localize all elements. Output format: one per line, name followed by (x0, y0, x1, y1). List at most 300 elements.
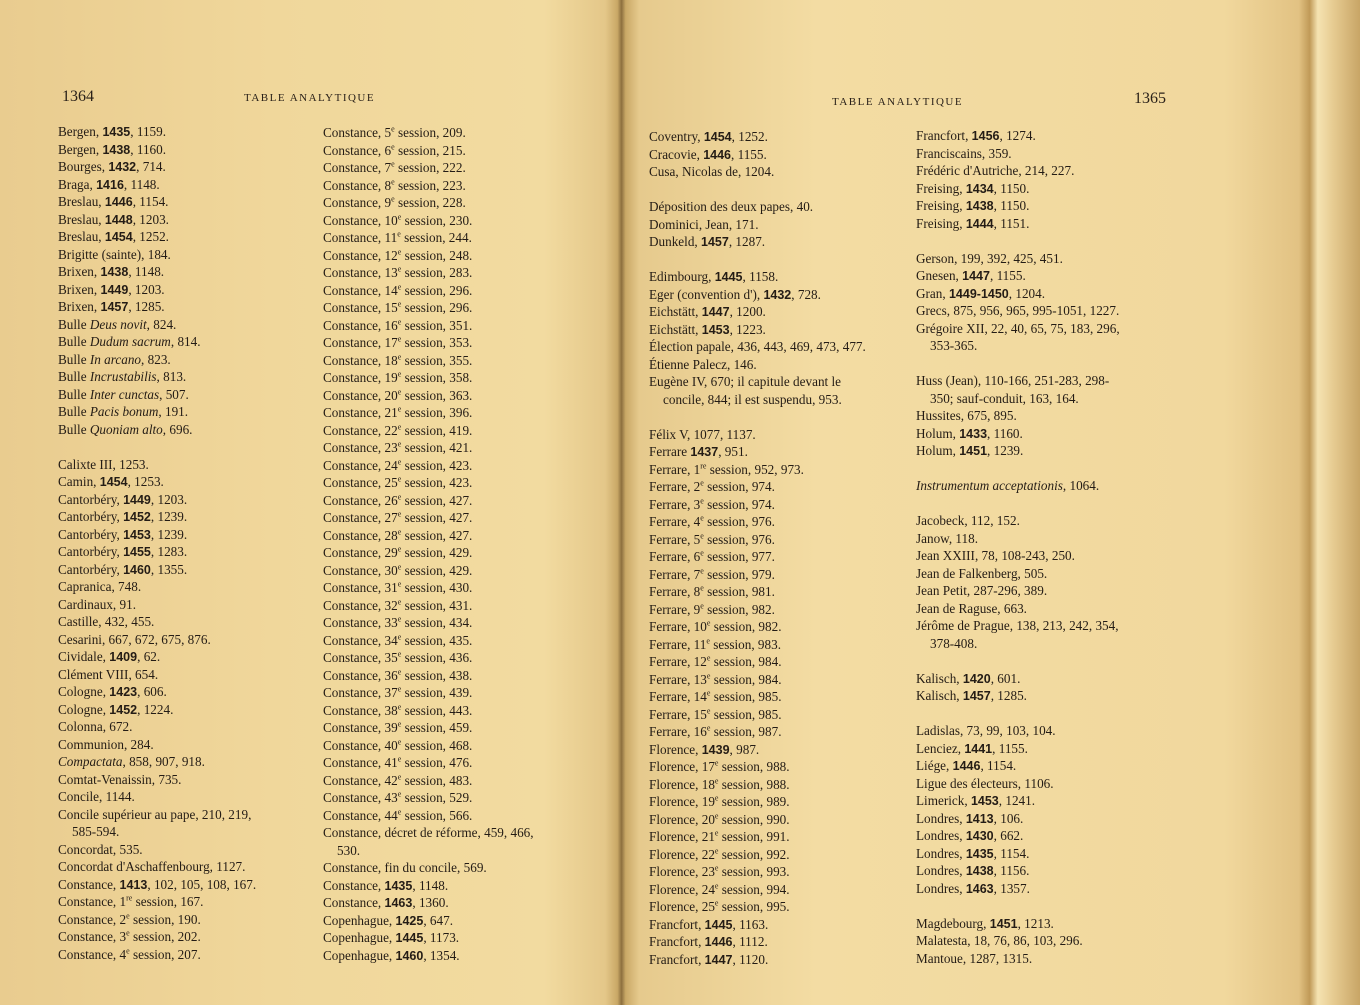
index-entry (649, 373, 905, 408)
index-entry: Gerson, 199, 392, 425, 451. (916, 250, 1063, 266)
index-entry: Constance, 18e session, 355. (323, 352, 473, 368)
year: 1413 (965, 811, 994, 826)
ordinal-suffix: e (126, 946, 130, 956)
year: 1441 (964, 741, 993, 756)
ordinal-suffix: e (397, 422, 402, 432)
index-entry: Bourges, 1432, 714. (58, 159, 166, 174)
index-entry (58, 806, 308, 841)
index-entry: Bergen, 1435, 1159. (58, 124, 167, 139)
italic-title: Instrumentum acceptationis (916, 478, 1063, 493)
ordinal-suffix: e (714, 793, 719, 803)
ordinal-suffix: e (700, 531, 704, 541)
index-entry: Mantoue, 1287, 1315. (916, 950, 1033, 966)
index-entry: Franciscains, 359. (916, 145, 1012, 161)
running-head: TABLE ANALYTIQUE (244, 92, 376, 104)
index-entry: Cesarini, 667, 672, 675, 876. (58, 631, 211, 647)
index-entry: Bulle Deus novit, 824. (58, 316, 177, 332)
year: 1457 (962, 689, 991, 703)
index-entry: Jean XXIII, 78, 108-243, 250. (916, 548, 1075, 563)
index-entry: Hussites, 675, 895. (916, 408, 1017, 423)
ordinal-suffix: e (391, 124, 395, 134)
ordinal-suffix: e (397, 684, 402, 694)
ordinal-suffix: e (126, 911, 130, 921)
index-entry: Ferrare, 12e session, 984. (649, 653, 782, 669)
index-entry: Jacobeck, 112, 152. (916, 513, 1020, 528)
index-entry: Constance, 28e session, 427. (323, 527, 473, 543)
ordinal-suffix: e (706, 723, 711, 733)
ordinal-suffix: e (397, 439, 402, 449)
index-entry: Copenhague, 1445, 1173. (323, 930, 460, 945)
index-entry: Ligue des électeurs, 1106. (916, 775, 1054, 791)
index-entry: Brigitte (sainte), 184. (58, 246, 171, 262)
index-entry: Breslau, 1446, 1154. (58, 194, 169, 209)
index-entry: Ferrare, 7e session, 979. (649, 566, 775, 582)
year: 1430 (965, 829, 994, 843)
ordinal-suffix: e (397, 667, 402, 677)
index-entry: Florence, 19e session, 989. (649, 793, 790, 809)
index-entry: Bulle Quoniam alto, 696. (58, 421, 193, 437)
index-entry (916, 320, 1170, 355)
ordinal-suffix: e (706, 706, 711, 716)
year: 1445 (395, 931, 424, 945)
year: 1425 (395, 913, 424, 928)
index-entry: Francfort, 1456, 1274. (916, 128, 1036, 143)
index-entry: Colonna, 672. (58, 719, 133, 734)
ordinal-suffix: e (397, 509, 402, 519)
index-entry-continuation: concile, 844; il est suspendu, 953. (663, 391, 842, 407)
index-entry: Ferrare, 5e session, 976. (649, 531, 775, 547)
index-entry: Londres, 1430, 662. (916, 828, 1024, 843)
index-entry: Lenciez, 1441, 1155. (916, 740, 1028, 756)
index-entry: Janow, 118. (916, 530, 979, 546)
index-entry: Florence, 24e session, 994. (649, 881, 790, 897)
index-entry: Londres, 1413, 106. (916, 810, 1024, 826)
index-entry: Constance, 43e session, 529. (323, 789, 473, 805)
index-entry: Déposition des deux papes, 40. (649, 199, 814, 214)
ordinal-suffix: e (397, 614, 402, 624)
index-entry: Constance, 1435, 1148. (323, 877, 449, 893)
index-entry-continuation: 353-365. (930, 338, 978, 353)
year: 1409 (109, 650, 138, 664)
ordinal-suffix: e (397, 807, 402, 817)
index-entry: Constance, 41e session, 476. (323, 754, 473, 770)
year: 1423 (109, 685, 138, 699)
page-number: 1365 (1134, 90, 1166, 107)
index-entry: Constance, 26e session, 427. (323, 492, 473, 508)
year: 1438 (100, 265, 129, 279)
index-entry: Brixen, 1449, 1203. (58, 281, 165, 297)
ordinal-suffix: e (126, 928, 130, 938)
index-entry: Cusa, Nicolas de, 1204. (649, 164, 775, 179)
index-entry: Constance, 3e session, 202. (58, 928, 201, 944)
index-column-4 (916, 127, 1170, 967)
ordinal-suffix: e (397, 404, 402, 414)
index-entry: Braga, 1416, 1148. (58, 176, 160, 192)
index-entry: Eger (convention d'), 1432, 728. (649, 286, 821, 302)
index-gap (916, 652, 1170, 670)
index-entry: Constance, 37e session, 439. (323, 684, 473, 700)
index-entry: Breslau, 1448, 1203. (58, 211, 169, 227)
italic-title: Inter cunctas (89, 386, 160, 402)
year: 1446 (704, 935, 733, 949)
index-entry: Bulle Pacis bonum, 191. (58, 404, 189, 419)
left-page (0, 0, 618, 1005)
year: 1452 (109, 702, 138, 717)
index-entry: Constance, 44e session, 566. (323, 807, 473, 823)
index-entry: Brixen, 1457, 1285. (58, 299, 165, 314)
ordinal-suffix: e (397, 247, 402, 257)
year: 1420 (962, 671, 991, 686)
index-gap (916, 897, 1170, 915)
index-entry: Constance, 1re session, 167. (58, 893, 204, 909)
ordinal-suffix: e (700, 496, 704, 506)
index-entry: Londres, 1463, 1357. (916, 880, 1030, 896)
index-entry: Bulle Dudum sacrum, 814. (58, 334, 201, 349)
index-entry: Jean Petit, 287-296, 389. (916, 583, 1048, 598)
index-entry: Bulle In arcano, 823. (58, 351, 171, 367)
index-entry: Jean de Falkenberg, 505. (916, 565, 1048, 581)
italic-title: Quoniam alto (89, 421, 163, 437)
index-entry: Cantorbéry, 1460, 1355. (58, 561, 188, 577)
year: 1432 (108, 160, 137, 174)
year: 1447 (704, 952, 733, 967)
index-entry: Cracovie, 1446, 1155. (649, 146, 767, 162)
index-entry: Cividale, 1409, 62. (58, 649, 161, 664)
index-entry: Constance, 29e session, 429. (323, 544, 473, 560)
index-column-1 (58, 123, 308, 963)
index-entry: Ferrare, 8e session, 981. (649, 583, 775, 599)
index-entry: Concordat, 535. (58, 841, 143, 857)
ordinal-suffix: e (397, 229, 401, 239)
year: 1434 (965, 181, 994, 196)
index-entry: Clément VIII, 654. (58, 666, 159, 682)
year: 1445 (714, 270, 743, 284)
index-entry: Florence, 18e session, 988. (649, 776, 790, 792)
year: 1433 (959, 426, 988, 441)
year: 1446 (703, 147, 732, 162)
ordinal-suffix: e (397, 649, 402, 659)
index-entry-continuation: 530. (337, 842, 361, 858)
italic-title: Incrustabilis (89, 369, 157, 384)
index-entry: Félix V, 1077, 1137. (649, 426, 756, 442)
index-gap (649, 251, 905, 269)
index-entry: Constance, 4e session, 207. (58, 946, 201, 962)
ordinal-suffix: e (397, 754, 402, 764)
index-entry: Florence, 17e session, 988. (649, 758, 790, 774)
index-entry: Constance, 13e session, 283. (323, 264, 473, 280)
index-entry: Constance, 36e session, 438. (323, 667, 473, 683)
index-entry: Constance, 16e session, 351. (323, 317, 473, 333)
ordinal-suffix: e (397, 702, 402, 712)
year: 1457 (701, 235, 729, 249)
year: 1446 (104, 195, 133, 209)
index-entry: Grecs, 875, 956, 965, 995-1051, 1227. (916, 303, 1120, 318)
index-entry (916, 372, 1170, 407)
ordinal-suffix: e (397, 334, 402, 344)
ordinal-suffix: e (714, 881, 719, 891)
index-entry: Ferrare, 2e session, 974. (649, 478, 775, 494)
index-entry-line: Constance, décret de réforme, 459, 466, (323, 825, 534, 840)
index-entry: Florence, 20e session, 990. (649, 811, 790, 827)
year: 1435 (384, 878, 413, 893)
italic-title: In arcano (89, 351, 142, 367)
year: 1448 (104, 212, 133, 227)
index-gap (916, 460, 1170, 478)
index-entry: Kalisch, 1420, 601. (916, 670, 1021, 686)
index-entry: Edimbourg, 1445, 1158. (649, 269, 779, 284)
index-entry: Ferrare, 10e session, 982. (649, 618, 782, 634)
year: 1451 (959, 444, 988, 458)
ordinal-suffix: e (397, 299, 402, 309)
index-entry: Constance, 20e session, 363. (323, 387, 473, 403)
index-entry: Ferrare, 4e session, 976. (649, 513, 775, 529)
ordinal-suffix: e (706, 671, 711, 681)
italic-title: Pacis bonum (89, 404, 159, 419)
index-entry: Constance, 6e session, 215. (323, 142, 466, 158)
index-entry: Ferrare, 13e session, 984. (649, 671, 782, 687)
index-entry: Cantorbéry, 1453, 1239. (58, 526, 188, 542)
ordinal-suffix: e (397, 474, 402, 484)
ordinal-suffix: e (706, 618, 711, 628)
index-entry: Londres, 1435, 1154. (916, 845, 1030, 861)
index-entry: Concile, 1144. (58, 789, 135, 804)
index-entry-line: Grégoire XII, 22, 40, 65, 75, 183, 296, (916, 320, 1120, 336)
ordinal-suffix: e (391, 159, 395, 169)
ordinal-suffix: e (714, 898, 719, 908)
year: 1435 (102, 125, 131, 139)
index-entry: Breslau, 1454, 1252. (58, 229, 169, 244)
index-entry: Florence, 21e session, 991. (649, 828, 790, 844)
index-entry: Constance, 19e session, 358. (323, 369, 473, 385)
index-entry: Coventry, 1454, 1252. (649, 129, 768, 144)
year: 1438 (102, 142, 131, 157)
ordinal-suffix: e (397, 632, 402, 642)
index-entry: Dunkeld, 1457, 1287. (649, 234, 766, 249)
index-entry: Cantorbéry, 1455, 1283. (58, 544, 188, 559)
ordinal-suffix: e (397, 719, 402, 729)
index-entry: Constance, 5e session, 209. (323, 124, 466, 140)
index-column-2 (323, 124, 588, 964)
index-entry: Ferrare, 15e session, 985. (649, 706, 782, 722)
year: 1453 (701, 322, 730, 337)
index-entry: Constance, 24e session, 423. (323, 457, 473, 473)
index-entry: Liége, 1446, 1154. (916, 758, 1017, 773)
index-entry: Francfort, 1447, 1120. (649, 951, 769, 967)
index-entry: Calixte III, 1253. (58, 456, 149, 472)
index-entry: Constance, 38e session, 443. (323, 702, 473, 718)
index-entry: Bulle Inter cunctas, 507. (58, 386, 189, 402)
index-entry: Instrumentum acceptationis, 1064. (916, 478, 1100, 493)
index-entry: Cologne, 1452, 1224. (58, 701, 174, 717)
ordinal-suffix: e (397, 562, 402, 572)
index-entry: Freising, 1438, 1150. (916, 198, 1030, 213)
index-entry: Ferrare, 3e session, 974. (649, 496, 775, 512)
ordinal-suffix: e (706, 636, 710, 646)
index-entry: Londres, 1438, 1156. (916, 863, 1030, 878)
index-entry: Constance, 15e session, 296. (323, 299, 473, 315)
year: 1445 (704, 917, 733, 932)
index-entry: Comtat-Venaissin, 735. (58, 771, 182, 787)
index-entry: Holum, 1451, 1239. (916, 443, 1024, 458)
ordinal-suffix: e (714, 846, 719, 856)
year: 1451 (989, 916, 1018, 931)
index-entry: Ferrare, 1re session, 952, 973. (649, 461, 804, 477)
index-entry: Constance, 21e session, 396. (323, 404, 473, 420)
index-entry: Dominici, Jean, 171. (649, 216, 759, 232)
index-entry: Communion, 284. (58, 736, 154, 752)
index-entry: Ferrare 1437, 951. (649, 444, 748, 459)
ordinal-suffix: e (706, 688, 711, 698)
index-entry: Constance, 8e session, 223. (323, 177, 466, 193)
ordinal-suffix: e (700, 478, 704, 488)
italic-title: Dudum sacrum (89, 334, 171, 349)
index-entry: Cardinaux, 91. (58, 596, 137, 612)
index-entry: Constance, 22e session, 419. (323, 422, 473, 438)
year: 1452 (123, 510, 151, 524)
index-entry: Ladislas, 73, 99, 103, 104. (916, 723, 1056, 738)
index-entry: Constance, 40e session, 468. (323, 737, 473, 753)
index-entry: Constance, 10e session, 230. (323, 212, 473, 228)
year: 1432 (763, 287, 792, 302)
index-entry: Limerick, 1453, 1241. (916, 793, 1036, 808)
ordinal-suffix: e (700, 513, 704, 523)
index-entry: Kalisch, 1457, 1285. (916, 688, 1027, 703)
index-entry: Gran, 1449-1450, 1204. (916, 285, 1046, 301)
ordinal-suffix: e (397, 387, 402, 397)
index-entry: Constance, 12e session, 248. (323, 247, 473, 263)
index-entry: Brixen, 1438, 1148. (58, 264, 165, 279)
index-entry: Malatesta, 18, 76, 86, 103, 296. (916, 933, 1083, 948)
index-entry: Élection papale, 436, 443, 469, 473, 477. (649, 339, 866, 354)
index-entry: Constance, 7e session, 222. (323, 159, 466, 175)
ordinal-suffix: e (700, 566, 704, 576)
index-entry: Copenhague, 1460, 1354. (323, 947, 460, 963)
index-entry: Cantorbéry, 1449, 1203. (58, 491, 188, 507)
year: 1460 (123, 562, 151, 577)
index-entry: Florence, 23e session, 993. (649, 863, 790, 879)
index-entry: Étienne Palecz, 146. (649, 356, 757, 372)
index-entry: Freising, 1444, 1151. (916, 215, 1030, 231)
year: 1463 (965, 881, 994, 896)
ordinal-suffix: e (714, 776, 719, 786)
index-entry (916, 617, 1170, 652)
year: 1454 (703, 130, 732, 144)
ordinal-suffix: e (391, 142, 395, 152)
index-entry-line: Concile supérieur au pape, 210, 219, (58, 806, 252, 822)
ordinal-suffix: e (397, 212, 402, 222)
index-entry: Constance, 9e session, 228. (323, 194, 466, 210)
index-entry-line: Huss (Jean), 110-166, 251-283, 298- (916, 373, 1110, 388)
index-gap (916, 495, 1170, 513)
index-entry: Constance, 17e session, 353. (323, 334, 473, 350)
year: 1449 (100, 282, 129, 297)
index-entry: Frédéric d'Autriche, 214, 227. (916, 163, 1075, 178)
year: 1438 (965, 864, 994, 878)
index-entry: Freising, 1434, 1150. (916, 180, 1030, 196)
index-entry: Ferrare, 6e session, 977. (649, 548, 775, 564)
ordinal-suffix: e (706, 653, 711, 663)
index-entry-continuation: 585-594. (72, 824, 120, 839)
running-head: TABLE ANALYTIQUE (832, 96, 964, 108)
page-number: 1364 (62, 88, 94, 105)
ordinal-suffix: e (397, 317, 402, 327)
index-column-3 (649, 128, 905, 968)
index-entry-line: Jérôme de Prague, 138, 213, 242, 354, (916, 618, 1119, 633)
index-entry: Constance, 35e session, 436. (323, 649, 473, 665)
index-entry: Holum, 1433, 1160. (916, 425, 1023, 441)
index-entry: Concordat d'Aschaffenbourg, 1127. (58, 859, 246, 874)
ordinal-suffix: e (397, 772, 402, 782)
right-page (626, 0, 1316, 1005)
ordinal-suffix: e (700, 548, 704, 558)
index-gap (649, 181, 905, 199)
index-entry: Cologne, 1423, 606. (58, 684, 167, 699)
index-entry: Ferrare, 11e session, 983. (649, 636, 782, 652)
index-entry: Ferrare, 16e session, 987. (649, 723, 782, 739)
index-entry: Bergen, 1438, 1160. (58, 141, 167, 157)
ordinal-suffix: e (700, 601, 704, 611)
ordinal-suffix: e (397, 264, 402, 274)
ordinal-suffix: e (391, 194, 395, 204)
year: 1453 (123, 527, 151, 542)
index-entry: Francfort, 1446, 1112. (649, 934, 768, 949)
year: 1454 (104, 230, 133, 244)
index-gap (58, 438, 308, 456)
year: 1437 (690, 445, 719, 459)
ordinal-suffix: e (397, 579, 402, 589)
ordinal-suffix: e (397, 544, 402, 554)
ordinal-suffix: e (397, 369, 402, 379)
ordinal-suffix: e (397, 789, 402, 799)
index-entry: Bulle Incrustabilis, 813. (58, 369, 187, 384)
ordinal-suffix: e (397, 492, 402, 502)
index-entry-continuation: 350; sauf-conduit, 163, 164. (930, 390, 1079, 406)
index-entry: Constance, 2e session, 190. (58, 911, 201, 927)
index-entry: Gnesen, 1447, 1155. (916, 268, 1026, 283)
index-gap (916, 232, 1170, 250)
ordinal-suffix: re (126, 893, 133, 903)
index-entry: Constance, 31e session, 430. (323, 579, 473, 595)
index-gap (916, 705, 1170, 723)
ordinal-suffix: e (397, 597, 402, 607)
year: 1453 (970, 794, 999, 808)
year: 1416 (96, 177, 124, 192)
index-entry: Constance, 30e session, 429. (323, 562, 473, 578)
index-entry: Magdebourg, 1451, 1213. (916, 915, 1054, 931)
index-entry: Francfort, 1445, 1163. (649, 916, 769, 932)
year: 1454 (99, 475, 128, 489)
index-entry: Constance, 33e session, 434. (323, 614, 473, 630)
index-entry: Constance, 32e session, 431. (323, 597, 473, 613)
ordinal-suffix: e (714, 811, 719, 821)
ordinal-suffix: e (397, 737, 402, 747)
index-entry: Florence, 25e session, 995. (649, 898, 790, 914)
year: 1413 (119, 877, 148, 892)
italic-title: Compactata (58, 754, 123, 769)
year: 1449-1450 (948, 286, 1009, 301)
index-entry: Eichstätt, 1453, 1223. (649, 321, 766, 337)
ordinal-suffix: re (700, 461, 707, 471)
index-entry: Florence, 22e session, 992. (649, 846, 790, 862)
index-gap (649, 408, 905, 426)
year: 1463 (384, 896, 413, 910)
index-entry: Constance, 23e session, 421. (323, 439, 473, 455)
year: 1439 (701, 742, 730, 757)
year: 1455 (123, 545, 151, 559)
year: 1438 (965, 199, 994, 213)
ordinal-suffix: e (397, 282, 402, 292)
year: 1435 (965, 846, 994, 861)
